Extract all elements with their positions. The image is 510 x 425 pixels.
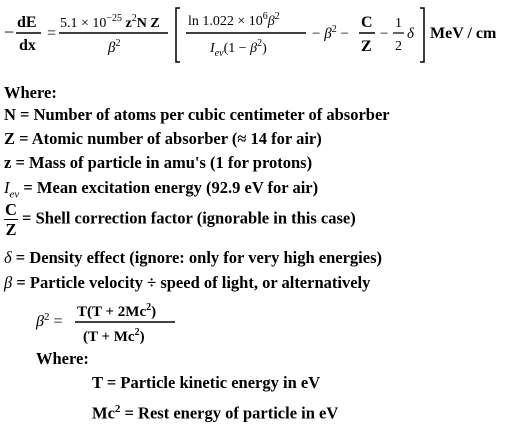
definition-N: N = Number of atoms per cubic centimeter of absorber xyxy=(4,105,390,124)
half-num: 1 xyxy=(395,16,402,31)
right-bracket xyxy=(420,8,424,62)
formula-equals: = xyxy=(47,25,57,42)
Iev-text: = Mean excitation energy (92.9 eV for air) xyxy=(19,178,319,197)
coef-numerator: $5.1 \times 10^{-25}$ $z^2N$ Z xyxy=(60,13,160,31)
formula-dx: dx xyxy=(19,37,36,54)
beta-text: = Particle velocity ÷ speed of light, or alternatively xyxy=(12,273,371,292)
CZ-text: = Shell correction factor (ignorable in this case) xyxy=(22,208,356,228)
definition-z: z = Mass of particle in amu's (1 for protons) xyxy=(4,153,313,172)
coef-denominator: $\beta^2$ xyxy=(108,38,121,56)
minus-beta-term: − $\beta^2$ − xyxy=(312,24,349,42)
CZ-denominator: Z xyxy=(5,220,17,239)
definition-Mc2: $Mc^2$ = Rest energy of particle in eV xyxy=(92,403,339,423)
definition-Z: Z = Atomic number of absorber (≈ 14 for air) xyxy=(4,129,322,148)
delta-symbol: δ xyxy=(4,248,12,267)
formula-minus-2: − xyxy=(380,26,389,42)
ln-denominator: $I_{ev}(1 - \beta^2)$ xyxy=(210,38,267,59)
formula-delta: δ xyxy=(407,26,414,42)
CZ-fraction xyxy=(4,200,18,239)
Iev-subscript: ev xyxy=(9,188,20,201)
definition-CZ xyxy=(4,200,356,239)
where2-label: Where: xyxy=(36,349,89,368)
definition-T: T = Particle kinetic energy in eV xyxy=(92,373,321,392)
delta-text: = Density effect (ignore: only for very high energies) xyxy=(11,248,383,267)
formula-unit: MeV / cm xyxy=(430,25,497,42)
Iev-symbol: I xyxy=(4,178,10,197)
CZ-numerator: C xyxy=(5,200,17,219)
left-bracket xyxy=(176,8,180,62)
definition-delta xyxy=(4,247,382,269)
beta-denominator: $(T + Mc^2)$ xyxy=(83,327,145,345)
ln-numerator: $\ln 1.022 \times 10^6\beta^2$ xyxy=(188,11,280,29)
beta-numerator: $T(T + 2Mc^2)$ xyxy=(77,302,157,320)
beta-lhs: $\beta^2$ = xyxy=(36,311,63,330)
shell-Z: Z xyxy=(361,38,372,55)
half-den: 2 xyxy=(395,39,402,54)
definition-beta xyxy=(4,272,370,294)
shell-C: C xyxy=(361,14,373,31)
where-label: Where: xyxy=(4,83,57,102)
formula-minus: − xyxy=(4,22,15,42)
stopping-power-formula xyxy=(0,0,510,80)
beta-symbol: β xyxy=(4,273,13,292)
formula-dE: dE xyxy=(17,14,37,31)
